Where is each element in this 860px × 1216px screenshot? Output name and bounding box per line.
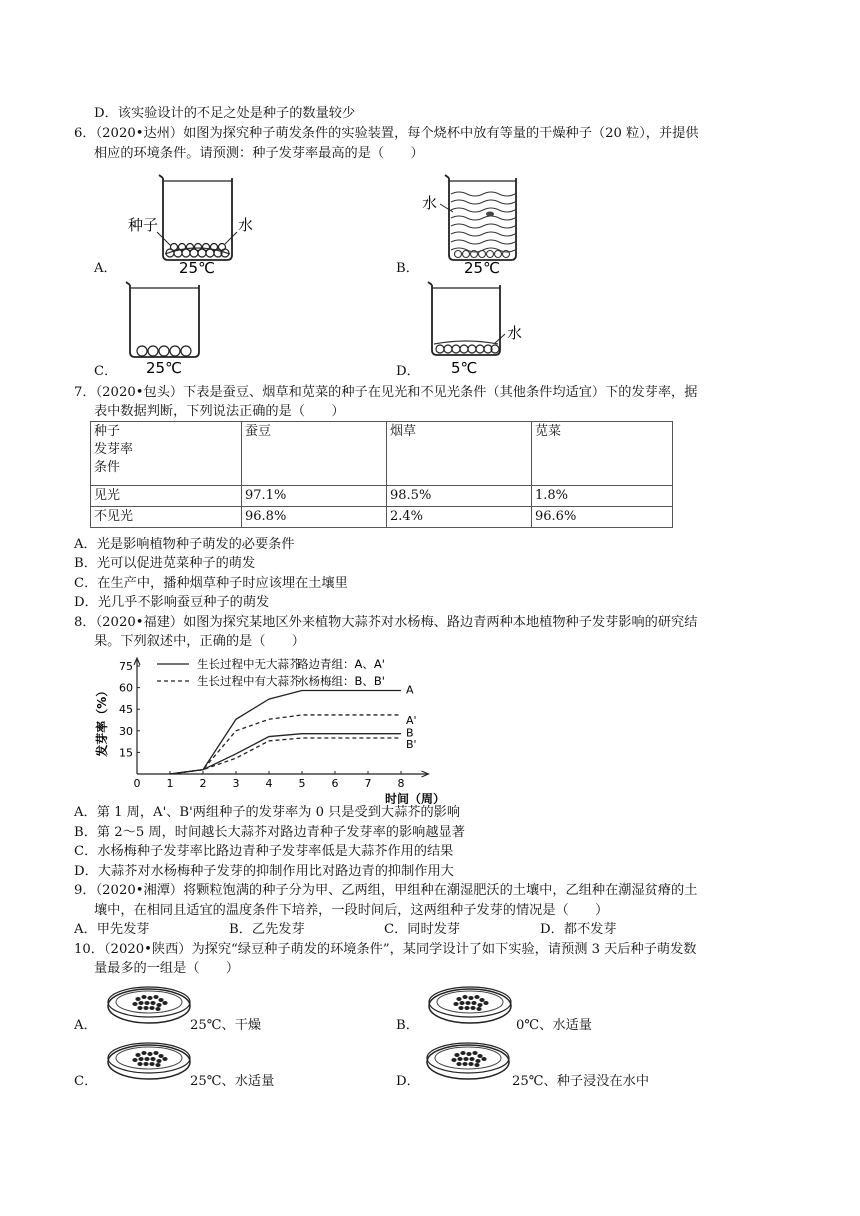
table-cell: 96.6% bbox=[532, 507, 673, 528]
legend-group: 水杨梅组：B、B' bbox=[297, 674, 385, 688]
table-header-corner: 种子 发芽率 条件 bbox=[91, 422, 242, 486]
q10-option-a-letter: A． bbox=[74, 1018, 97, 1033]
series-line-B-prime bbox=[170, 738, 401, 774]
beaker-a-figure bbox=[125, 172, 265, 275]
series-label: B bbox=[406, 726, 414, 740]
table-cell: 2.4% bbox=[387, 507, 532, 528]
table-row-label: 不见光 bbox=[91, 507, 242, 528]
q8-stem-line1: 8．（2020•福建）如图为探究某地区外来植物大蒜芥对水杨梅、路边青两种本地植物种子发芽影响的研究结 bbox=[74, 615, 698, 630]
table-col-header: 蚕豆 bbox=[242, 422, 387, 486]
q8-option-d: D．大蒜芥对水杨梅种子发芽的抑制作用比对路边青的抑制作用大 bbox=[74, 864, 454, 879]
temperature-label: 25℃ bbox=[179, 259, 215, 275]
q9-option-a: A．甲先发芽 bbox=[74, 922, 150, 937]
y-tick-label: 45 bbox=[119, 703, 133, 717]
q6-stem-line1: 6．（2020•达州）如图为探究种子萌发条件的实验装置，每个烧杯中放有等量的干燥种子（20 粒），并提供 bbox=[74, 126, 699, 141]
q10-option-b-condition: 0℃、水适量 bbox=[516, 1018, 592, 1033]
table-cell: 1.8% bbox=[532, 486, 673, 507]
legend-item: 生长过程中无大蒜芥 bbox=[197, 657, 301, 671]
legend-item: 生长过程中有大蒜芥 bbox=[197, 674, 301, 688]
q6-stem-line2: 相应的环境条件。请预测：种子发芽率最高的是（ ） bbox=[94, 146, 424, 161]
x-tick-label: 8 bbox=[397, 777, 405, 790]
petri-dish-a-icon bbox=[104, 982, 194, 1030]
germination-table bbox=[90, 421, 673, 528]
q10-stem-line2: 量最多的一组是（ ） bbox=[94, 961, 240, 976]
table-cell: 98.5% bbox=[387, 486, 532, 507]
q6-option-a-letter: A． bbox=[94, 261, 117, 276]
y-tick-label: 60 bbox=[119, 681, 133, 695]
table-row bbox=[91, 486, 673, 507]
q6-option-d-letter: D． bbox=[396, 364, 420, 379]
petri-dish-d-icon bbox=[423, 1038, 513, 1086]
y-axis-label: 发芽率（%） bbox=[95, 684, 109, 757]
q7-option-a: A．光是影响植物种子萌发的必要条件 bbox=[74, 537, 295, 552]
water-label: 水 bbox=[238, 216, 254, 234]
q8-option-a: A．第 1 周，A'、B'两组种子的发芽率为 0 只是受到大蒜芥的影响 bbox=[74, 805, 461, 820]
x-tick-label: 4 bbox=[265, 777, 273, 790]
water-label: 水 bbox=[422, 194, 438, 212]
petri-dish-c-icon bbox=[104, 1038, 194, 1086]
q9-option-c: C．同时发芽 bbox=[384, 922, 461, 937]
y-tick-label: 30 bbox=[119, 724, 133, 738]
q8-option-c: C．水杨梅种子发芽率比路边青种子发芽率低是大蒜芥作用的结果 bbox=[74, 844, 454, 859]
table-cell: 97.1% bbox=[242, 486, 387, 507]
y-tick-label: 75 bbox=[119, 660, 133, 673]
q10-stem-line1: 10．（2020•陕西）为探究“绿豆种子萌发的环境条件”，某同学设计了如下实验，请预测 3 天后种子萌发数 bbox=[74, 942, 697, 957]
q7-option-d: D．光几乎不影响蚕豆种子的萌发 bbox=[74, 595, 270, 610]
series-line-A bbox=[170, 690, 401, 774]
y-tick-label: 15 bbox=[119, 746, 133, 760]
seed-label: 种子 bbox=[128, 216, 159, 234]
legend-group: 路边青组：A、A' bbox=[297, 657, 385, 671]
q10-option-c-condition: 25℃、水适量 bbox=[190, 1074, 275, 1089]
table-row-label: 见光 bbox=[91, 486, 242, 507]
q10-option-d-condition: 25℃、种子浸没在水中 bbox=[512, 1074, 650, 1089]
beaker-b-figure bbox=[420, 172, 530, 275]
series-label: B' bbox=[406, 738, 417, 751]
petri-dish-b-icon bbox=[425, 982, 515, 1030]
q5-option-d: D．该实验设计的不足之处是种子的数量较少 bbox=[94, 106, 356, 121]
table-col-header: 烟草 bbox=[387, 422, 532, 486]
series-line-A-prime bbox=[170, 715, 401, 774]
beaker-c-figure bbox=[124, 280, 214, 377]
water-label: 水 bbox=[507, 324, 523, 342]
series-label: A' bbox=[406, 713, 417, 727]
q10-option-b-letter: B． bbox=[396, 1018, 419, 1033]
table-row bbox=[91, 507, 673, 528]
q7-stem-line1: 7．（2020•包头）下表是蚕豆、烟草和苋菜的种子在见光和不见光条件（其他条件均适宜）下的发芽率，据 bbox=[74, 385, 698, 400]
q7-option-c: C．在生产中，播种烟草种子时应该埋在土壤里 bbox=[74, 576, 348, 591]
q9-stem-line1: 9．（2020•湘潭）将颗粒饱满的种子分为甲、乙两组，甲组种在潮湿肥沃的土壤中，乙组种在潮湿贫瘠的土 bbox=[74, 883, 698, 898]
temperature-label: 25℃ bbox=[146, 359, 182, 377]
q6-option-c-letter: C． bbox=[94, 364, 118, 379]
q6-option-b-letter: B． bbox=[396, 261, 419, 276]
x-tick-label: 5 bbox=[298, 777, 306, 790]
x-axis-label: 时间（周） bbox=[384, 792, 445, 804]
q9-stem-line2: 壤中，在相同且适宜的温度条件下培养，一段时间后，这两组种子发芽的情况是（ ） bbox=[94, 903, 609, 918]
series-label: A bbox=[406, 683, 414, 697]
beaker-d-figure bbox=[425, 280, 535, 377]
germination-line-chart bbox=[85, 656, 445, 804]
x-tick-label: 2 bbox=[199, 777, 207, 790]
q10-option-c-letter: C． bbox=[74, 1074, 98, 1089]
q9-option-d: D．都不发芽 bbox=[540, 922, 617, 937]
x-tick-label: 3 bbox=[232, 777, 240, 790]
x-tick-label: 0 bbox=[133, 777, 141, 790]
q8-option-b: B．第 2～5 周，时间越长大蒜芥对路边青种子发芽率的影响越显著 bbox=[74, 825, 465, 840]
q7-stem-line2: 表中数据判断，下列说法正确的是（ ） bbox=[94, 404, 345, 419]
q7-option-b: B．光可以促进苋菜种子的萌发 bbox=[74, 556, 256, 571]
table-cell: 96.8% bbox=[242, 507, 387, 528]
temperature-label: 25℃ bbox=[464, 259, 500, 275]
table-col-header: 苋菜 bbox=[532, 422, 673, 486]
temperature-label: 5℃ bbox=[451, 359, 478, 377]
q10-option-d-letter: D． bbox=[396, 1074, 420, 1089]
q10-option-a-condition: 25℃、干燥 bbox=[190, 1018, 262, 1033]
x-tick-label: 1 bbox=[166, 777, 174, 790]
q8-stem-line2: 果。下列叙述中，正确的是（ ） bbox=[94, 634, 305, 649]
x-tick-label: 6 bbox=[331, 777, 339, 790]
q9-option-b: B．乙先发芽 bbox=[229, 922, 305, 937]
x-tick-label: 7 bbox=[364, 777, 372, 790]
